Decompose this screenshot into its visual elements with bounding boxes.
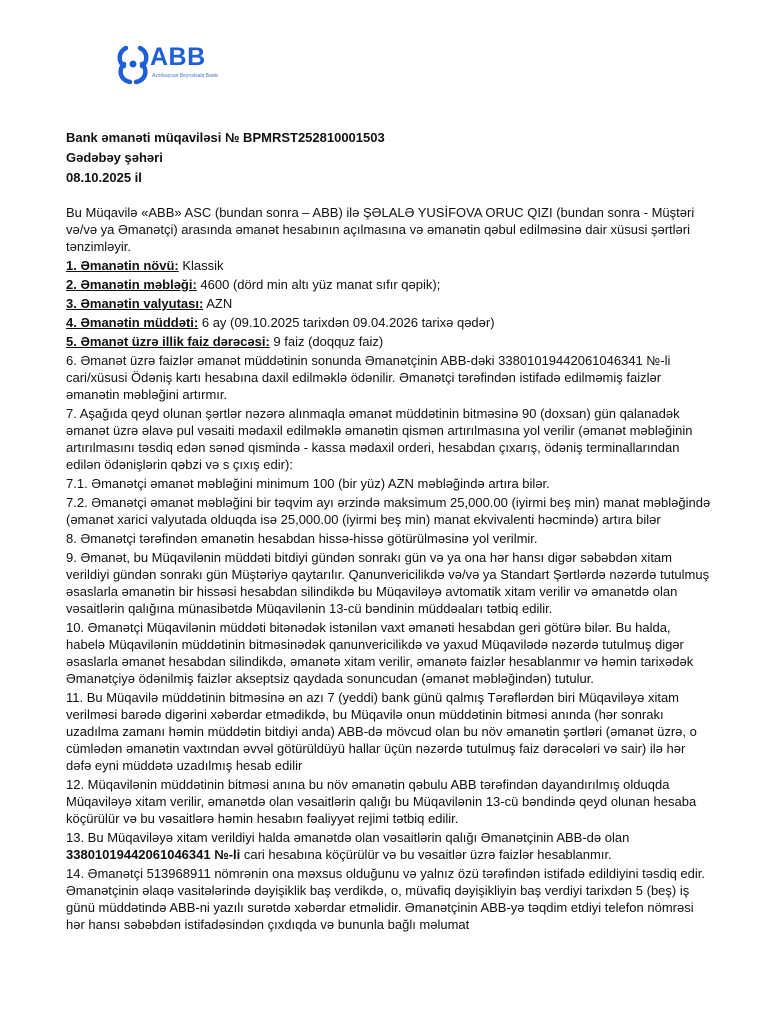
term-row — [66, 257, 712, 274]
contract-title: Bank əmanəti müqaviləsi № BPMRST252810001503 — [66, 130, 385, 145]
document-header — [66, 128, 706, 188]
term-value: 4600 (dörd min altı yüz manat sıfır qəpik); — [196, 277, 441, 292]
term-value: Klassik — [178, 258, 224, 273]
clause-10: 10. Əmanətçi Müqavilənin müddəti bitənədək istənilən vaxt əmanəti hesabdan geri götürə bilər. Bu halda, habelə Müqavilənin müddətinin bitməsinədək qanunvericilikdə və yaxud Müqavilədə nəzərdə tutulmuş digər əsaslarla əmanət hesabdan silindikdə, əmanətə xitam verilir, əmanətə faizlər hesablanmır və həmin tarixədək Əmanətçiyə ödənilmiş faizlər akseptsiz qaydada sonuncudan (əmanət məbləğindən) tutulur. — [66, 620, 694, 686]
term-row — [66, 276, 712, 293]
term-row — [66, 295, 712, 312]
term-value: 9 faiz (doqquz faiz) — [269, 334, 384, 349]
logo-subtitle: Azərbaycan Beynəlxalq Bankı — [152, 73, 219, 79]
term-row — [66, 314, 712, 331]
clause-13-text-end: cari hesabına köçürülür və bu vəsaitlər üzrə faizlər hesablanmır. — [240, 847, 612, 862]
abb-emblem-icon — [116, 42, 150, 86]
clause-13 — [66, 829, 712, 863]
clause-13-text: 13. Bu Müqaviləyə xitam verildiyi halda əmanətdə olan vəsaitlərin qalığı Əmanətçinin ABB-də olan — [66, 830, 630, 845]
term-label: 5. Əmanət üzrə illik faiz dərəcəsi: — [66, 334, 270, 349]
term-label: 1. Əmanətin növü: — [66, 258, 179, 273]
clause-6: 6. Əmanət üzrə faizlər əmanət müddətinin sonunda Əmanətçinin ABB-dəki 33801019442061046341 №-li cari/xüsusi Ödəniş kartı hesabına daxil edilməklə ödənilir. Əmanətçi tərəfindən istifadə edilməmiş faizlər əmanətin məbləğini artırmır. — [66, 353, 671, 402]
intro-paragraph: Bu Müqavilə «ABB» ASC (bundan sonra – ABB) ilə ŞƏLALƏ YUSİFOVA ORUC QIZI (bundan sonra - Müştəri və/və ya Əmanətçi) arasında əmanət hesabının açılmasına və əmanətin qəbul edilməsinə dair xüsusi şərtləri tənzimləyir. — [66, 205, 695, 254]
clause-12: 12. Müqavilənin müddətinin bitməsi anına bu növ əmanətin qəbulu ABB tərəfindən dayandırılmış olduqda Müqaviləyə xitam verilir, əmanətdə olan vəsaitlərin qalığı bu Müqavilənin 13-cü bəndində qeyd olunan hesaba köçürülür və bu vəsaitlərə həmin hesabın fəaliyyət rejimi tətbiq edilir. — [66, 777, 697, 826]
abb-logo — [116, 42, 236, 86]
clause-8: 8. Əmanətçi tərəfindən əmanətin hesabdan hissə-hissə götürülməsinə yol verilmir. — [66, 531, 538, 546]
account-number: 33801019442061046341 №-li — [66, 847, 241, 862]
term-label: 4. Əmanətin müddəti: — [66, 315, 199, 330]
term-value: 6 ay (09.10.2025 tarixdən 09.04.2026 tarixə qədər) — [198, 315, 495, 330]
term-row — [66, 333, 712, 350]
term-label: 2. Əmanətin məbləği: — [66, 277, 197, 292]
logo-wordmark: ABB — [150, 43, 206, 71]
contract-city: Gədəbəy şəhəri — [66, 150, 163, 165]
contract-date: 08.10.2025 il — [66, 170, 142, 185]
clause-7-2: 7.2. Əmanətçi əmanət məbləğini bir təqvim ayı ərzində maksimum 25,000.00 (iyirmi beş min) manat məbləğində (əmanət xarici valyutada olduqda isə 25,000.00 (iyirmi beş min) manat ekvivalenti həcmində) artıra bilər — [66, 495, 711, 527]
term-label: 3. Əmanətin valyutası: — [66, 296, 204, 311]
contract-body — [66, 204, 712, 935]
clause-11: 11. Bu Müqavilə müddətinin bitməsinə ən azı 7 (yeddi) bank günü qalmış Tərəflərdən biri Müqaviləyə xitam verilməsi barədə digərini xəbərdar etmədikdə, bu Müqavilə onun müddətinin bitməsi anında (hər sonrakı uzadılma zamanı həmin müddətin bitdiyi anda) ABB-də mövcud olan bu növ əmanətin şərtləri (əmanət üzrə, o cümlədən əmanətin vaxtından əvvəl götürüldüyü hallar üçün nəzərdə tutulmuş faiz dərəcələri və sair) ilə hər dəfə eyni müddətə uzadılmış hesab edilir — [66, 690, 697, 773]
clause-14: 14. Əmanətçi 513968911 nömrənin ona məxsus olduğunu və yalnız özü tərəfindən istifadə edildiyini təsdiq edir. Əmanətçinin əlaqə vasitələrində dəyişiklik baş verdikdə, o, müvafiq dəyişikliyin baş verdiyi tarixdən 5 (beş) iş günü müddətində ABB-ni yazılı surətdə xəbərdar etməlidir. Əmanətçinin ABB-yə təqdim etdiyi telefon nömrəsi hər hansı səbəbdən istifadəsindən çıxdıqda və bununla bağlı məlumat — [66, 866, 705, 932]
term-value: AZN — [203, 296, 233, 311]
clause-9: 9. Əmanət, bu Müqavilənin müddəti bitdiyi gündən sonrakı gün və ya ona hər hansı digər səbəbdən xitam verildiyi gündən sonrakı gün Müştəriyə qaytarılır. Qanunvericilikdə və/və ya Standart Şərtlərdə nəzərdə tutulmuş əsaslarla əmanətin bir hissəsi hesabdan silindikdə bu Müqaviləyə avtomatik xitam verilir və əmanətdə olan vəsaitlərin qalığına münasibətdə Müqavilənin 13-cü bəndinin müddəaları tətbiq edilir. — [66, 550, 710, 616]
clause-7: 7. Aşağıda qeyd olunan şərtlər nəzərə alınmaqla əmanət müddətinin bitməsinə 90 (doxsan) gün qalanadək əmanət üzrə əlavə pul vəsaiti mədaxil edilməklə əmanətin qismən artırılmasına yol verilir (əmanət məbləğinin artırılmasını təsdiq edən sənəd qismində - kassa mədaxil orderi, hesabdan çıxarış, ödəniş terminallarından edilən ödənişlərin qəbzi və s çıxış edir): — [66, 406, 693, 472]
clause-7-1: 7.1. Əmanətçi əmanət məbləğini minimum 100 (bir yüz) AZN məbləğində artıra bilər. — [66, 476, 550, 491]
